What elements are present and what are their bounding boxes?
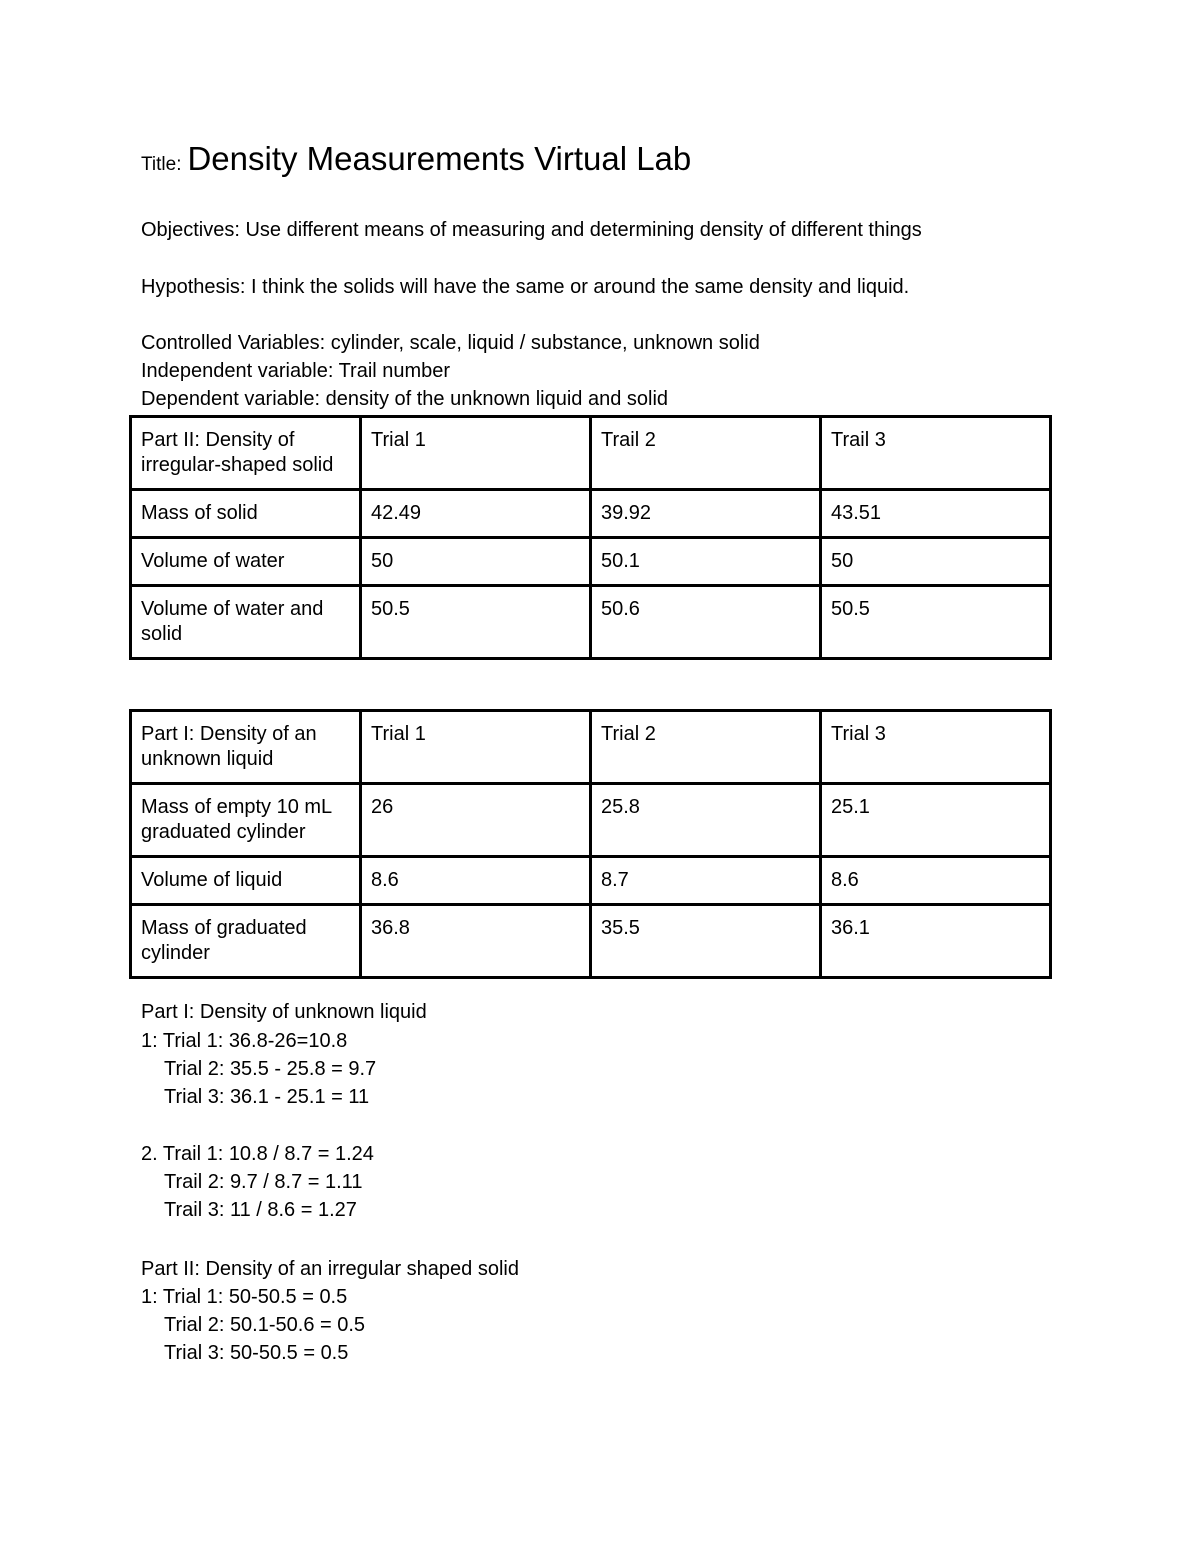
table-cell: Trail 3 [821,417,1051,490]
table-cell: 36.1 [821,905,1051,978]
calc-line: Trial 2: 50.1-50.6 = 0.5 [164,1314,366,1336]
calc-line: 2. Trail 1: 10.8 / 8.7 = 1.24 [141,1143,374,1165]
table-row [131,857,1051,905]
table-cell: 35.5 [591,905,821,978]
title-line [141,140,691,178]
table-cell: 42.49 [361,490,591,538]
document-title: Density Measurements Virtual Lab [187,140,692,177]
calc-line: Trial 3: 50-50.5 = 0.5 [164,1342,349,1364]
part1-heading: Part I: Density of unknown liquid [141,1001,427,1023]
liquid-density-table [129,709,1052,979]
part2-heading: Part II: Density of an irregular shaped solid [141,1258,519,1280]
table-cell: 50 [361,538,591,586]
table-cell: Trial 1 [361,417,591,490]
table-row [131,711,1051,784]
calc-line: 1: Trial 1: 36.8-26=10.8 [141,1030,348,1052]
table-row [131,538,1051,586]
table-cell: Part I: Density of an unknown liquid [131,711,361,784]
dependent-variable-text: Dependent variable: density of the unknown liquid and solid [141,388,669,410]
table-cell: 50.6 [591,586,821,659]
table-cell: 50.5 [361,586,591,659]
table-row [131,784,1051,857]
objectives-text: Objectives: Use different means of measuring and determining density of different things [141,219,922,241]
table-row [131,586,1051,659]
controlled-variables-text: Controlled Variables: cylinder, scale, liquid / substance, unknown solid [141,332,760,354]
table-cell: 8.7 [591,857,821,905]
table-cell: 26 [361,784,591,857]
table-cell: Trial 1 [361,711,591,784]
table-cell: Volume of water and solid [131,586,361,659]
calc-line: 1: Trial 1: 50-50.5 = 0.5 [141,1286,348,1308]
table-cell: Trial 3 [821,711,1051,784]
table-cell: Mass of empty 10 mL graduated cylinder [131,784,361,857]
calc-line: Trial 3: 36.1 - 25.1 = 11 [164,1086,370,1108]
table-cell: Trail 2 [591,417,821,490]
table-row [131,905,1051,978]
table-cell: Mass of graduated cylinder [131,905,361,978]
table-cell: 43.51 [821,490,1051,538]
table-cell: Volume of water [131,538,361,586]
calc-line: Trail 3: 11 / 8.6 = 1.27 [164,1199,357,1221]
table-row [131,490,1051,538]
table-cell: 50.1 [591,538,821,586]
table-cell: 25.8 [591,784,821,857]
table-cell: 50.5 [821,586,1051,659]
table-cell: Mass of solid [131,490,361,538]
table-cell: 36.8 [361,905,591,978]
table-cell: 25.1 [821,784,1051,857]
hypothesis-text: Hypothesis: I think the solids will have the same or around the same density and liquid. [141,276,910,298]
solid-density-table [129,415,1052,660]
table-cell: 50 [821,538,1051,586]
calc-line: Trail 2: 9.7 / 8.7 = 1.11 [164,1171,363,1193]
title-label: Title: [141,154,182,175]
table-cell: Volume of liquid [131,857,361,905]
independent-variable-text: Independent variable: Trail number [141,360,451,382]
table-cell: Part II: Density of irregular-shaped solid [131,417,361,490]
table-cell: 8.6 [361,857,591,905]
table-cell: Trial 2 [591,711,821,784]
table-cell: 39.92 [591,490,821,538]
table-cell: 8.6 [821,857,1051,905]
table-row [131,417,1051,490]
calc-line: Trial 2: 35.5 - 25.8 = 9.7 [164,1058,377,1080]
